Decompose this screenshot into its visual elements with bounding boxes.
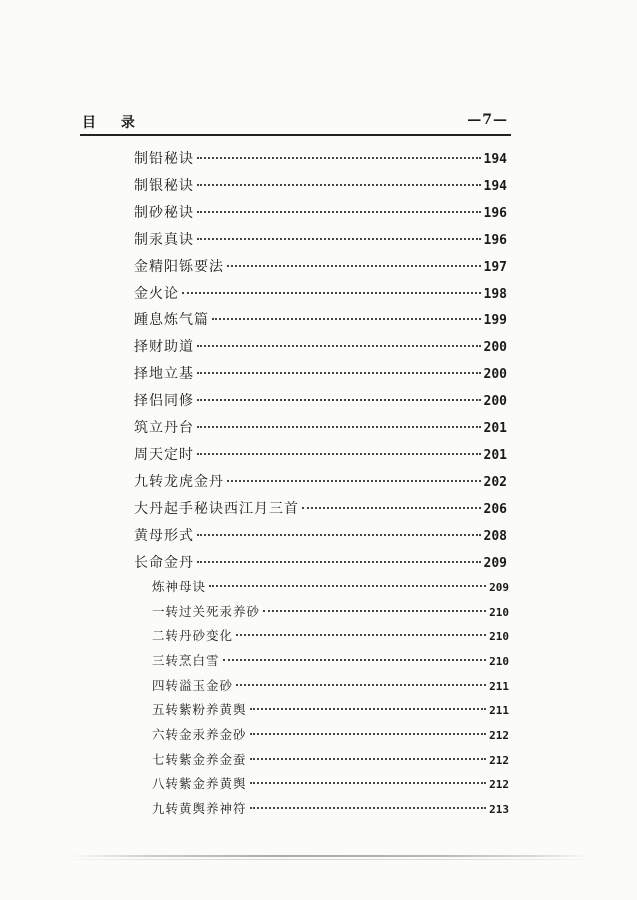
toc-entry-page: 212 — [489, 778, 509, 792]
toc-entry-title: 制汞真诀 — [134, 231, 194, 248]
toc-dot-leader — [250, 758, 487, 760]
toc-entry-title: 八转紫金养黄舆 — [152, 776, 247, 792]
toc-entry — [134, 204, 507, 222]
toc-entry-page: 196 — [483, 232, 507, 248]
toc-entry-title: 金精阳铄要法 — [134, 258, 224, 275]
toc-entry-page: 213 — [489, 802, 509, 816]
toc-entry — [152, 578, 509, 596]
toc-entry-title: 筑立丹台 — [134, 420, 194, 436]
toc-entry-page: 210 — [489, 630, 509, 644]
toc-dot-leader — [227, 265, 481, 267]
toc-entry-page: 202 — [483, 474, 507, 490]
toc-entry — [152, 751, 509, 769]
toc-entry — [134, 311, 507, 329]
toc-entry-page: 194 — [483, 178, 507, 194]
toc-entry-title: 择地立基 — [134, 366, 194, 383]
toc-entry-page: 212 — [489, 728, 509, 742]
toc-entry-title: 黄母形式 — [134, 527, 194, 544]
toc-entry — [134, 527, 507, 545]
toc-entry — [152, 726, 509, 744]
toc-dot-leader — [209, 585, 486, 587]
toc-dot-leader — [236, 634, 486, 636]
toc-entry-title: 九转龙虎金丹 — [134, 473, 224, 490]
toc-entry — [152, 627, 509, 645]
toc-entry-title: 大丹起手秘诀西江月三首 — [134, 500, 299, 517]
toc-entry-page: 198 — [483, 286, 507, 302]
toc-dot-leader — [250, 733, 487, 735]
toc-entry — [134, 446, 507, 464]
toc-dot-leader — [236, 684, 486, 686]
toc-dot-leader — [197, 399, 481, 401]
toc-entry — [134, 150, 507, 168]
toc-entry-page: 206 — [483, 501, 507, 517]
toc-entry-page: 200 — [483, 394, 507, 410]
toc-entry-title: 二转丹砂变化 — [152, 628, 234, 644]
toc-dot-leader — [197, 561, 481, 563]
toc-entry-page: 194 — [483, 152, 507, 167]
toc-entry — [134, 473, 507, 491]
toc-entry-page: 211 — [489, 679, 509, 693]
toc-entry-title: 炼神母诀 — [152, 579, 207, 594]
toc-entry — [152, 677, 509, 695]
toc-entry-page: 209 — [489, 581, 509, 594]
toc-dot-leader — [197, 157, 481, 159]
toc-dot-leader — [250, 782, 487, 784]
toc-entry-title: 三转烹白雪 — [152, 652, 220, 668]
toc-dot-leader — [197, 345, 481, 347]
toc-entry-page: 210 — [489, 654, 509, 668]
toc-entry-page: 212 — [489, 753, 509, 767]
toc-entry-title: 五转紫粉养黄舆 — [152, 702, 247, 718]
toc-entry-title: 制砂秘诀 — [134, 204, 194, 221]
toc-entry-title: 一转过关死汞养砂 — [152, 603, 261, 619]
toc-entry-page: 200 — [483, 340, 507, 356]
toc-entry — [134, 392, 507, 410]
toc-entry — [134, 554, 507, 572]
toc-entry-page: 200 — [483, 367, 507, 383]
toc-entry — [134, 500, 507, 518]
toc-entry-title: 长命金丹 — [134, 554, 194, 571]
toc-entry — [152, 775, 509, 793]
toc-dot-leader — [197, 184, 481, 186]
toc-entry-title: 六转金汞养金砂 — [152, 726, 247, 742]
toc-dot-leader — [197, 534, 481, 536]
toc-entry-title: 踵息炼气篇 — [134, 312, 209, 329]
toc-entry-page: 210 — [489, 605, 509, 619]
toc-dot-leader — [223, 659, 487, 661]
toc-entry — [152, 652, 509, 670]
toc-dot-leader — [197, 372, 481, 374]
toc-entry-title: 四转溢玉金砂 — [152, 677, 234, 693]
toc-dot-leader — [197, 453, 481, 455]
toc-dot-leader — [250, 708, 487, 710]
toc-entry — [134, 285, 507, 303]
scan-artifact-line — [70, 855, 590, 857]
toc-dot-leader — [197, 238, 481, 240]
toc-entry-title: 金火论 — [134, 285, 179, 302]
toc-entry — [152, 800, 509, 818]
toc-entry-page: 199 — [483, 313, 507, 329]
toc-entry-page: 209 — [483, 555, 507, 571]
toc-dot-leader — [227, 480, 481, 482]
toc-entry-page: 211 — [489, 704, 509, 718]
toc-entry — [134, 338, 507, 356]
toc-dot-leader — [182, 292, 481, 294]
toc-dot-leader — [263, 610, 486, 612]
page-title: 目 录 — [82, 115, 145, 131]
toc-entry — [134, 258, 507, 276]
toc-entry-title: 制银秘诀 — [134, 177, 194, 194]
toc-dot-leader — [197, 426, 481, 428]
toc-entry — [134, 365, 507, 383]
toc-entry — [152, 701, 509, 719]
scan-artifact-line — [60, 859, 600, 860]
toc-entry-title: 九转黄舆养神符 — [152, 800, 247, 816]
toc-dot-leader — [250, 807, 487, 809]
toc-entry-page: 201 — [483, 421, 507, 436]
toc-entry — [134, 419, 507, 437]
toc-entry-page: 208 — [483, 528, 507, 544]
toc-dot-leader — [212, 318, 481, 320]
toc-entry-page: 201 — [483, 447, 507, 463]
toc-entry-title: 周天定时 — [134, 446, 194, 463]
toc-entry-title: 七转紫金养金蚕 — [152, 751, 247, 767]
toc-entry-page: 196 — [483, 205, 507, 221]
toc-entry-title: 择财助道 — [134, 339, 194, 356]
toc-entry-title: 择侣同修 — [134, 393, 194, 410]
toc-dot-leader — [302, 507, 481, 509]
toc-dot-leader — [197, 211, 481, 213]
toc-entry-page: 197 — [483, 259, 507, 275]
page-number: —7— — [467, 112, 508, 128]
toc-entry — [152, 603, 509, 621]
toc-entry-title: 制铅秘诀 — [134, 151, 194, 167]
toc-entry — [134, 231, 507, 249]
toc-entry — [134, 177, 507, 195]
